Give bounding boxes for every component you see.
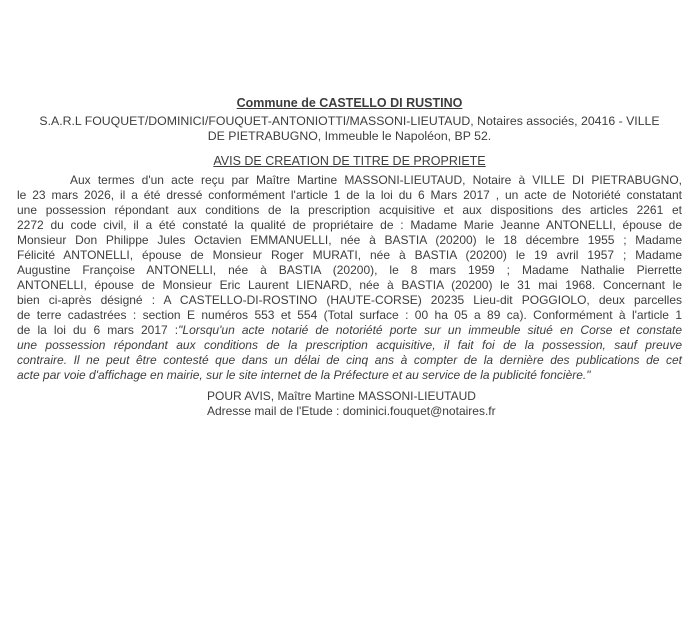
body-text-italic-segment: acte par voie d'affichage en mairie, sur le site internet de la Préfecture et au service de la publicité foncière."	[17, 368, 591, 382]
body-text-segment: 2272 du code civil, il a été constaté la qualité de propriétaire de : Madame Marie Jeanne ANTONELLI, épouse de	[17, 218, 682, 232]
notice-body-line	[17, 233, 682, 248]
footer-line: POUR AVIS, Maître Martine MASSONI-LIEUTAUD	[207, 389, 476, 403]
notary-address-line: DE PIETRABUGNO, Immeuble le Napoléon, BP 52.	[207, 129, 492, 143]
notice-body-line	[17, 353, 682, 368]
notice-body-line	[17, 263, 682, 278]
body-text-segment: ANTONELLI, épouse de Monsieur Eric Laurent LIENARD, née à BASTIA (20200) le 31 mai 1968. Concernant le	[17, 278, 682, 292]
notice-body-line	[17, 338, 682, 353]
body-text-italic-segment: contraire. Il ne peut être contesté que dans un délai de cinq ans à compter de la dernière des publications de cet	[17, 353, 682, 367]
notice-body-line	[17, 308, 682, 323]
notice-footer	[17, 389, 682, 419]
body-text-italic-segment: une possession répondant aux conditions de la prescription acquisitive, il fait foi de la possession, sauf preuve	[17, 338, 682, 352]
notice-body	[17, 173, 682, 383]
commune-title	[17, 96, 682, 111]
notice-section-heading-text: AVIS DE CREATION DE TITRE DE PROPRIETE	[213, 154, 486, 168]
notary-address-block	[17, 114, 682, 144]
notice-body-line	[17, 293, 682, 308]
body-text-segment: Félicité ANTONELLI, épouse de Monsieur Roger MURATI, née à BASTIA (20200) le 19 avril 1957 ; Madame	[17, 248, 682, 262]
notice-body-line	[17, 248, 682, 263]
body-text-segment: de la loi du 6 mars 2017 :	[17, 323, 179, 337]
body-text-segment: de terre cadastrées : section E numéros 553 et 554 (Total surface : 00 ha 05 a 89 ca). Conformément à l'article 1	[17, 308, 682, 322]
body-text-segment: Augustine Françoise ANTONELLI, née à BASTIA (20200), le 8 mars 1959 ; Madame Nathalie Pierrette	[17, 263, 682, 277]
body-text-segment: le 23 mars 2026, il a été dressé conformément l'article 1 de la loi du 6 Mars 2017 , un acte de Notoriété constatant	[17, 188, 682, 202]
notice-body-line	[17, 368, 682, 383]
body-text-segment: bien ci-après désigné : A CASTELLO-DI-ROSTINO (HAUTE-CORSE) 20235 Lieu-dit POGGIOLO, deux parcelles	[17, 293, 682, 307]
body-text-segment: une possession répondant aux conditions de la prescription acquisitive et aux dispositions des articles 2261 et	[17, 203, 682, 217]
notary-address-line: S.A.R.L FOUQUET/DOMINICI/FOUQUET-ANTONIOTTI/MASSONI-LIEUTAUD, Notaires associés, 20416 - VILLE	[39, 114, 660, 128]
notice-body-line	[17, 323, 682, 338]
notice-section-heading	[17, 154, 682, 169]
notice-body-line	[17, 173, 682, 188]
commune-title-text: Commune de CASTELLO DI RUSTINO	[236, 96, 463, 110]
notice-body-line	[17, 278, 682, 293]
body-text-segment: Monsieur Don Philippe Jules Octavien EMMANUELLI, née à BASTIA (20200) le 18 décembre 1955 ; Madame	[17, 233, 682, 247]
body-text-italic-segment: "Lorsqu'un acte notarié de notoriété porte sur un immeuble situé en Corse et constate	[178, 323, 682, 337]
body-text-segment: Aux termes d'un acte reçu par Maître Martine MASSONI-LIEUTAUD, Notaire à VILLE DI PIETRABUGNO,	[70, 173, 682, 187]
notice-body-line	[17, 203, 682, 218]
notice-body-line	[17, 218, 682, 233]
notice-body-line	[17, 188, 682, 203]
footer-line: Adresse mail de l'Etude : dominici.fouquet@notaires.fr	[207, 404, 496, 418]
